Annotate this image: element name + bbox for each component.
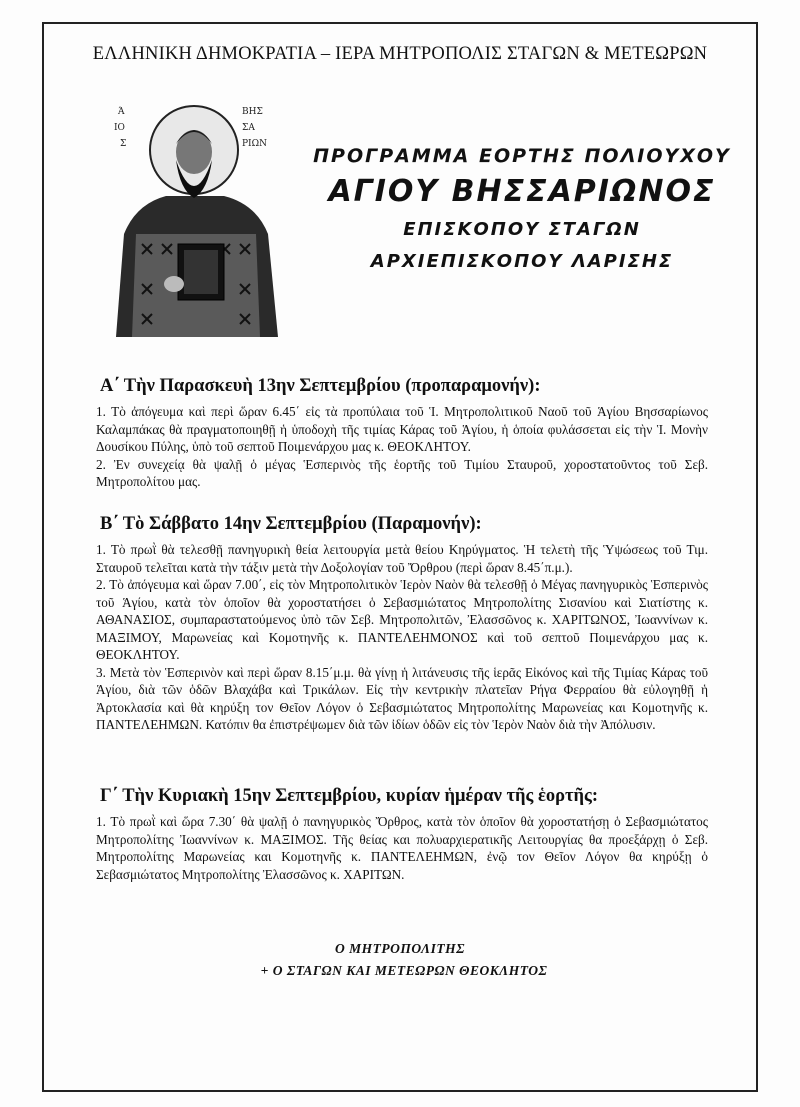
title-line-3: ΕΠΙΣΚΟΠΟΥ ΣΤΑΓΩΝ bbox=[403, 219, 641, 240]
section-sunday bbox=[96, 786, 708, 883]
title-line-1: ΠΡΟΓΡΑΜΜΑ ΕΟΡΤΗΣ ΠΟΛΙΟΥΧΟΥ bbox=[313, 145, 731, 167]
paragraph: 3. Μετὰ τὸν Ἑσπερινὸν καὶ περὶ ὥραν 8.15΄μ.μ. θὰ γίνῃ ἡ λιτάνευσις τῆς ἱερᾶς Εἰκόνος καὶ τῆς Τιμίας Κάρας τοῦ Ἁγίου, διὰ τῶν ὁδῶν Βλαχάβα καὶ Τρικάλων. Εἰς τὴν κεντρικὴν πλατεῖαν Ρήγα Φερραίου θὰ εὐλογηθῇ ἡ Ἀρτοκλασία καὶ θὰ κηρύξη τον Θεῖον Λόγον ὁ Σεβασμιώτατος Μητροπολίτης Μαρωνείας και Κομοτηνῆς κ. ΠΑΝΤΕΛΕΗΜΩΝ. Κατόπιν θα ἐπιστρέψωμεν διὰ τῶν ἰδίων ὁδῶν εἰς τὸν Ἱερὸν Ναὸν διὰ τὴν Ἀπόλυσιν. bbox=[96, 664, 708, 732]
section-friday bbox=[96, 376, 708, 491]
svg-text:Σ: Σ bbox=[120, 139, 127, 149]
title-line-2: ΑΓΙΟΥ ΒΗΣΣΑΡΙΩΝΟΣ bbox=[328, 174, 716, 209]
paragraph: 2. Ἐν συνεχείᾳ θὰ ψαλῇ ὁ μέγας Ἑσπερινὸς τῆς ἑορτῆς τοῦ Τιμίου Σταυροῦ, χοροστατοῦντος τοῦ Σεβ. Μητροπολίτου μας. bbox=[96, 456, 708, 489]
program-title bbox=[312, 142, 732, 278]
svg-text:ΒΗΣ: ΒΗΣ bbox=[242, 107, 263, 117]
section-heading: Γ΄ Τὴν Κυριακὴ 15ην Σεπτεμβρίου, κυρίαν ἡμέραν τῆς ἑορτῆς: bbox=[100, 786, 599, 806]
signature-title: Ο ΜΗΤΡΟΠΟΛΙΤΗΣ bbox=[335, 941, 465, 956]
title-line-4: ΑΡΧΙΕΠΙΣΚΟΠΟΥ ΛΑΡΙΣΗΣ bbox=[370, 251, 674, 272]
signature-name: + Ο ΣΤΑΓΩΝ ΚΑΙ ΜΕΤΕΩΡΩΝ ΘΕΟΚΛΗΤΟΣ bbox=[260, 963, 548, 978]
section-heading: Α΄ Τὴν Παρασκευὴ 13ην Σεπτεμβρίου (προπαραμονήν): bbox=[100, 376, 541, 396]
paragraph: 1. Τὸ πρωῒ θὰ τελεσθῇ πανηγυρικὴ θεία λειτουργία μετὰ θείου Κηρύγματος. Ἡ τελετὴ τῆς Ὑψώσεως τοῦ Τιμ. Σταυροῦ τελεῖται κατὰ τὴν τάξιν μετὰ τὴν Δοξολογίαν τοῦ Ὄρθρου (περὶ ὥραν 8.45΄π.μ.). bbox=[96, 542, 708, 575]
svg-text:Ά: Ά bbox=[118, 107, 125, 117]
svg-text:ΣΑ: ΣΑ bbox=[242, 123, 255, 133]
paragraph: 2. Τὸ ἀπόγευμα καὶ ὥραν 7.00΄, εἰς τὸν Μητροπολιτικὸν Ἱερὸν Ναὸν θὰ τελεσθῇ ὁ Μέγας πανηγυρικὸς Ἑσπερινὸς τοῦ Ἁγίου, κατὰ τὸν ὁποῖον θὰ χοροστατήσει ὁ Σεβασμιώτατος Μητροπολίτης Σισανίου καὶ Σιατίστης κ. ΑΘΑΝΑΣΙΟΣ, συμπαραστατούμενος ὑπὸ τῶν Σεβ. Μητροπολιτῶν, Ἐλασσῶνος κ. ΧΑΡΙΤΩΝΟΣ, Ἰωαννίνων κ. ΜΑΞΙΜΟΥ, Μαρωνείας καὶ Κομοτηνῆς κ. ΠΑΝΤΕΛΕΗΜΟΝΟΣ καὶ τοῦ σεπτοῦ Ποιμενάρχου μας κ. ΘΕΟΚΛΗΤΟΥ. bbox=[96, 577, 708, 662]
header-title: ΕΛΛΗΝΙΚΗ ΔΗΜΟΚΡΑΤΙΑ – ΙΕΡΑ ΜΗΤΡΟΠΟΛΙΣ ΣΤΑΓΩΝ & ΜΕΤΕΩΡΩΝ bbox=[92, 44, 708, 64]
paragraph: 1. Τὸ ἀπόγευμα καὶ περὶ ὥραν 6.45΄ εἰς τὰ προπύλαια τοῦ Ἱ. Μητροπολιτικοῦ Ναοῦ τοῦ Ἁγίου Βησσαρίωνος Καλαμπάκας θὰ πραγματοποιηθῇ ἡ ὑποδοχὴ τῆς τιμίας Κάρας τοῦ Ἁγίου, ἡ ὁποία φυλάσσεται εἰς τὴν Ἱ. Μονὴν Δουσίκου Πύλης, ὑπὸ τοῦ σεπτοῦ Ποιμενάρχου μας κ. ΘΕΟΚΛΗΤΟΥ. bbox=[96, 404, 708, 454]
section-heading: Β΄ Τὸ Σάββατο 14ην Σεπτεμβρίου (Παραμονήν): bbox=[100, 514, 482, 534]
signature-block bbox=[42, 938, 758, 982]
svg-text:ΡΙΩΝ: ΡΙΩΝ bbox=[242, 139, 267, 149]
svg-text:ΙΟ: ΙΟ bbox=[114, 123, 125, 133]
section-saturday bbox=[96, 514, 708, 734]
paragraph: 1. Τὸ πρωῒ καὶ ὥρα 7.30΄ θὰ ψαλῇ ὁ πανηγυρικὸς Ὄρθρος, κατὰ τὸν ὁποῖον θὰ χοροστατήσῃ ὁ Σεβασμιώτατος Μητροπολίτης Ἰωαννίνων κ. ΜΑΞΙΜΟΣ. Τῆς θείας και πολυαρχιερατικῆς Λειτουργίας θα προεξάρχῃ ὁ Σεβ. Μητροπολίτης Μαρωνείας και Κομοτηνῆς κ. ΠΑΝΤΕΛΕΗΜΩΝ, ἐνῷ τον Θεῖον Λόγον θα κηρύξῃ ὁ Σεβασμιώτατος Μητροπολίτης Ἐλασσῶνος κ. ΧΑΡΙΤΩΝ. bbox=[96, 814, 708, 882]
saint-icon-image bbox=[96, 94, 296, 337]
